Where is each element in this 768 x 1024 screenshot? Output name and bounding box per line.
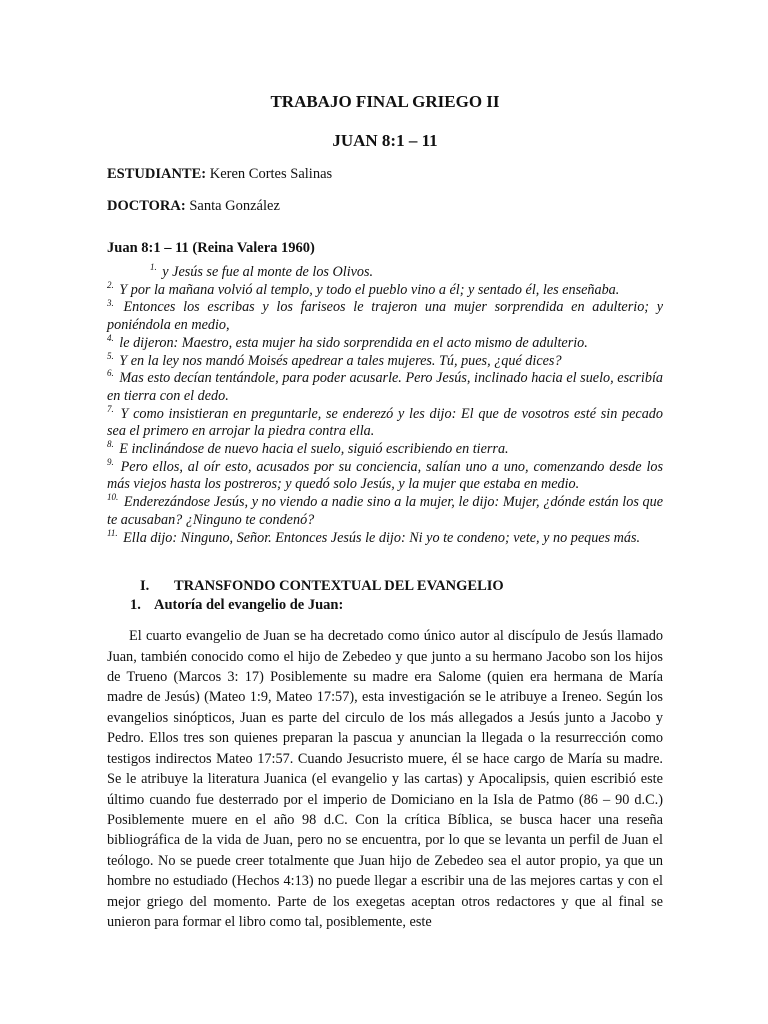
- verse-number: 8.: [107, 439, 114, 450]
- verse-text: E inclinándose de nuevo hacia el suelo, siguió escribiendo en tierra.: [115, 441, 509, 458]
- student-name: Keren Cortes Salinas: [206, 166, 333, 182]
- verse-number: 11.: [107, 527, 118, 538]
- verse-2: [107, 279, 663, 300]
- doctor-line: [107, 197, 663, 215]
- subsection-title: Autoría del evangelio de Juan:: [154, 597, 344, 614]
- verse-text: y Jesús se fue al monte de los Olivos.: [158, 264, 374, 280]
- verse-8: [107, 441, 663, 459]
- student-label: ESTUDIANTE:: [107, 166, 207, 182]
- verse-text: le dijeron: Maestro, esta mujer ha sido sorprendida en el acto mismo de adulterio.: [115, 334, 588, 351]
- verse-number: 3.: [107, 297, 114, 308]
- verse-number: 4.: [107, 333, 114, 344]
- verse-1: [107, 264, 663, 282]
- verse-number: 10.: [107, 492, 119, 503]
- verse-text: Y por la mañana volvió al templo, y todo el pueblo vino a él; y sentado él, les enseñaba.: [115, 281, 620, 298]
- verse-5: [107, 350, 663, 371]
- verse-number: 5.: [107, 350, 114, 361]
- verse-text: Entonces los escribas y los fariseos le trajeron una mujer sorprendida en adulterio; y poniéndola en medio,: [107, 299, 663, 334]
- doctor-name: Santa González: [185, 198, 280, 214]
- verse-4: [107, 335, 663, 353]
- document-title: TRABAJO FINAL GRIEGO II: [270, 92, 500, 111]
- verse-7: [107, 403, 663, 441]
- verse-number: 7.: [107, 403, 114, 414]
- doctor-label: DOCTORA:: [107, 198, 186, 214]
- section-heading: [140, 577, 663, 595]
- verse-11: [107, 527, 663, 548]
- subsection-heading: [130, 596, 663, 614]
- student-line: [107, 165, 663, 183]
- body-paragraph: El cuarto evangelio de Juan se ha decretado como único autor al discípulo de Jesús llamado Juan, también conocido como el hijo de Zebedeo y que junto a su hermano Jacobo son los hijos de Trueno (Marcos 3: 17) Posiblemente su madre era Salome (quien era hermana de María madre de Jesús) (Mateo 1:9, Mateo 17:57), esta investigación se le atribuye a Ireneo. Según los evangelios sinópticos, Juan es parte del circulo de los más allegados a Jesús junto a Jacobo y Pedro. Ellos tres son quienes preparan la pascua y anuncian la llegada o la resurrección como testigos indirectos Mateo 17:57. Cuando Jesucristo muere, él se hace cargo de María su madre. Se le atribuye la literatura Juanica (el evangelio y las cartas) y Apocalipsis, quien escribió este último cuando fue desterrado por el imperio de Domiciano en la Isla de Patmo (86 – 90 d.C.) Posiblemente muere en el año 98 d.C. Con la crítica Bíblica, se busca hacer una reseña bibliográfica de la vida de Juan, pero no se encuentra, por lo que se levanta un perfil de Juan el teólogo. No se puede creer totalmente que Juan hijo de Zebedeo sea el autor propio, ya que un hombre no estudiado (Hechos 4:13) no puede llegar a escribir una de las mejores cartas y con el mejor griego del momento. Parte de los exegetas aceptan otros redactores y que al final se unieron para formar el libro como tal, posiblemente, este: [107, 628, 663, 930]
- passage-heading: Juan 8:1 – 11 (Reina Valera 1960): [107, 240, 315, 256]
- verse-number: 6.: [107, 368, 114, 379]
- verse-text: Mas esto decían tentándole, para poder acusarle. Pero Jesús, inclinado hacia el suelo, escribía en tierra con el dedo.: [107, 370, 663, 404]
- verse-6: [107, 370, 663, 405]
- section-number: I.: [140, 578, 150, 595]
- verse-number: 1.: [150, 262, 157, 273]
- subsection-number: 1.: [130, 597, 141, 614]
- verse-10: [107, 494, 663, 529]
- section-title: TRANSFONDO CONTEXTUAL DEL EVANGELIO: [174, 578, 504, 595]
- verse-text: Y como insistieran en preguntarle, se enderezó y les dijo: El que de vosotros esté sin pecado sea el primero en arrojar la piedra contra ella.: [107, 405, 663, 440]
- document-subtitle: JUAN 8:1 – 11: [332, 131, 438, 150]
- verse-text: Ella dijo: Ninguno, Señor. Entonces Jesús le dijo: Ni yo te condeno; vete, y no peques más.: [119, 529, 641, 546]
- verse-9: [107, 459, 663, 494]
- verse-text: Enderezándose Jesús, y no viendo a nadie sino a la mujer, le dijo: Mujer, ¿dónde están los que te acusaban? ¿Ninguno te condenó?: [107, 494, 663, 528]
- verse-text: Pero ellos, al oír esto, acusados por su conciencia, salían uno a uno, comenzando desde los más viejos hasta los postreros; y quedó solo Jesús, y la mujer que estaba en medio.: [107, 458, 663, 493]
- verse-list: [107, 264, 663, 547]
- verse-text: Y en la ley nos mandó Moisés apedrear a tales mujeres. Tú, pues, ¿qué dices?: [115, 352, 562, 369]
- verse-number: 9.: [107, 457, 114, 467]
- verse-number: 2.: [107, 279, 114, 290]
- verse-3: [107, 299, 663, 334]
